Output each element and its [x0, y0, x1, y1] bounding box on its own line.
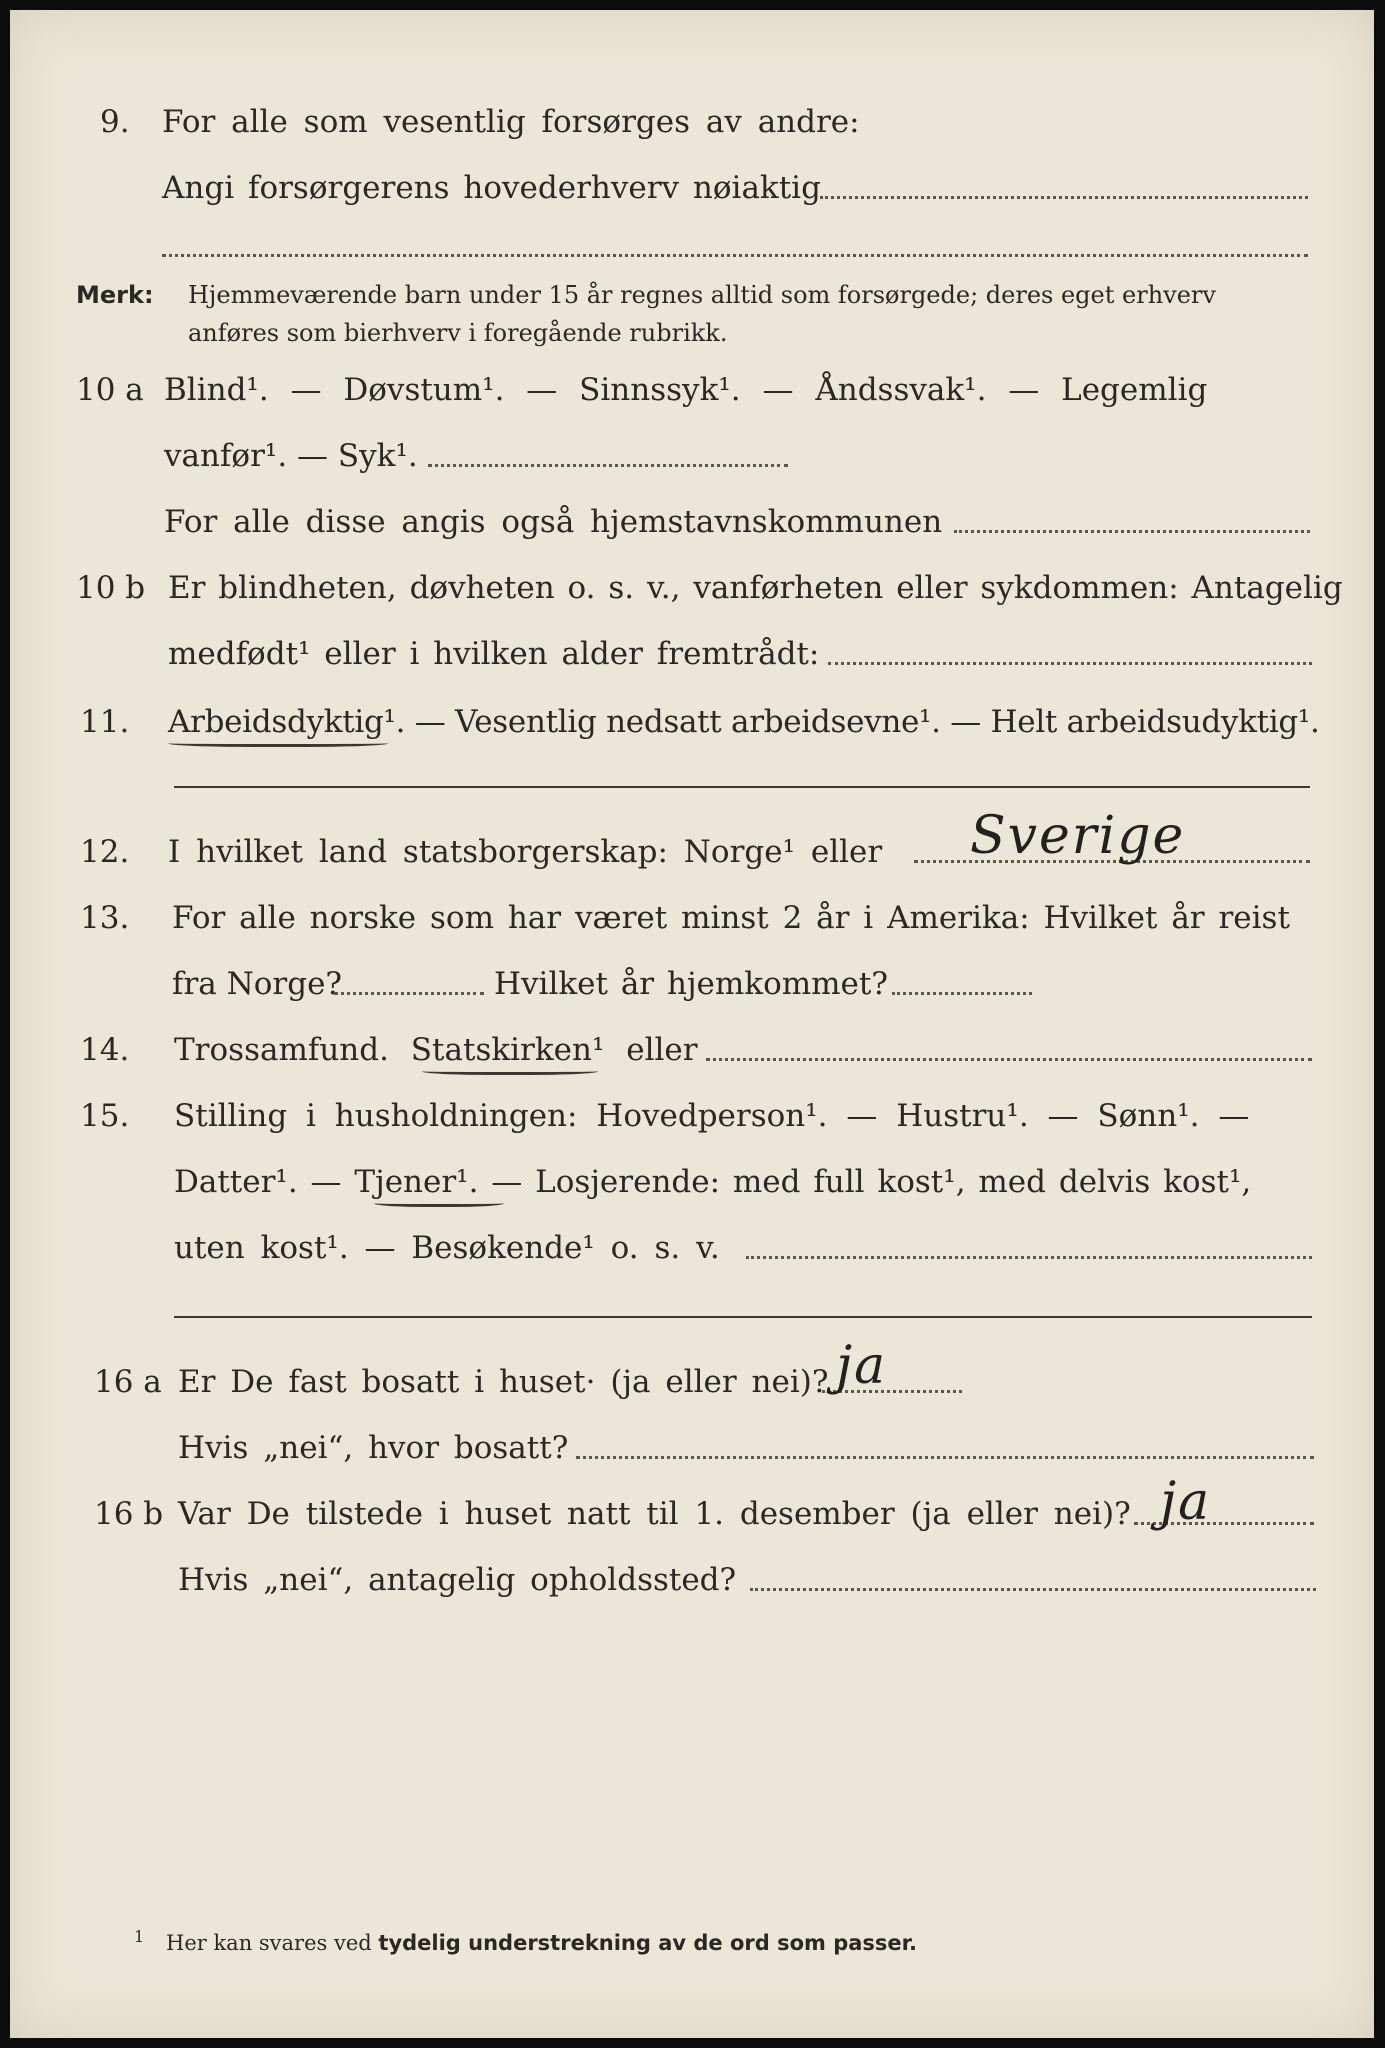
q16a-number: 16 a [94, 1364, 162, 1400]
footnote-text: Her kan svares ved [166, 1931, 372, 1955]
q16a-residence-line [576, 1456, 1314, 1459]
q10a-number: 10 a [76, 372, 144, 408]
q12-number: 12. [80, 834, 130, 870]
q16b-number: 16 b [94, 1496, 164, 1532]
q10a-line1: Blind¹. — Døvstum¹. — Sinnssyk¹. — Åndssvak¹. — Legemlig [164, 372, 1208, 408]
q14-underline-statskirken [422, 1066, 598, 1075]
q15-number: 15. [80, 1098, 130, 1134]
q9-answer-line [820, 196, 1308, 199]
q16b-whereabouts-line [750, 1588, 1316, 1591]
q16b-line2: Hvis „nei“, antagelig opholdssted? [178, 1562, 737, 1598]
q9-answer-line-2 [162, 254, 1308, 257]
q15-line2: Datter¹. — Tjener¹. — Losjerende: med full kost¹, med delvis kost¹, [174, 1164, 1252, 1200]
footnote-mark: 1 [134, 1927, 145, 1946]
q10a-hometown-line [954, 530, 1310, 533]
q15-line3: uten kost¹. — Besøkende¹ o. s. v. [174, 1230, 720, 1266]
footnote-bold-text: tydelig understrekning av de ord som passer. [378, 1931, 918, 1955]
q11-underline-arbeidsdyktig [168, 738, 388, 747]
q10b-line1: Er blindheten, døvheten o. s. v., vanførheten eller sykdommen: Antagelig [168, 570, 1343, 606]
q16a-handwritten-answer: ja [836, 1336, 888, 1396]
merk-label: Merk: [76, 281, 154, 309]
q14-line1: Trossamfund. Statskirken¹ eller [174, 1032, 698, 1068]
q16a-line1: Er De fast bosatt i huset· (ja eller nei)? [178, 1364, 829, 1400]
q13-line2b: Hvilket år hjemkommet? [494, 966, 888, 1002]
q15-underline-tjener [374, 1198, 504, 1207]
q13-line1: For alle norske som har været minst 2 år i Amerika: Hvilket år reist [172, 900, 1290, 936]
q16b-line1: Var De tilstede i huset natt til 1. desember (ja eller nei)? [178, 1496, 1131, 1532]
q13-departure-year-line [334, 992, 484, 995]
q13-line2a: fra Norge? [172, 966, 343, 1002]
q11-number: 11. [80, 704, 130, 740]
q9-line2: Angi forsørgerens hovederhverv nøiaktig [162, 170, 821, 206]
q10b-line2: medfødt¹ eller i hvilken alder fremtrådt: [168, 636, 820, 672]
q11-line1: Arbeidsdyktig¹. — Vesentlig nedsatt arbeidsevne¹. — Helt arbeidsudyktig¹. [168, 704, 1320, 740]
merk-line1: Hjemmeværende barn under 15 år regnes alltid som forsørgede; deres eget erhverv [188, 281, 1216, 309]
q10a-line2: vanfør¹. — Syk¹. [164, 438, 418, 474]
q10b-number: 10 b [76, 570, 146, 606]
q12-line1: I hvilket land statsborgerskap: Norge¹ eller [168, 834, 883, 870]
merk-line2: anføres som bierhverv i foregående rubrikk. [188, 319, 728, 347]
q10a-line3: For alle disse angis også hjemstavnskommunen [164, 504, 943, 540]
q16b-handwritten-answer: ja [1160, 1472, 1212, 1532]
q14-answer-line [706, 1058, 1312, 1061]
q15-line1: Stilling i husholdningen: Hovedperson¹. — Hustru¹. — Sønn¹. — [174, 1098, 1250, 1134]
footnote [166, 1928, 917, 1958]
q10b-answer-line [828, 662, 1312, 665]
q14-number: 14. [80, 1032, 130, 1068]
q15-answer-line [746, 1256, 1312, 1259]
q13-return-year-line [892, 992, 1032, 995]
q9-number: 9. [100, 104, 130, 140]
census-form-page [10, 10, 1374, 2038]
q13-number: 13. [80, 900, 130, 936]
q9-line1: For alle som vesentlig forsørges av andre: [162, 104, 860, 140]
q11-separator-line [174, 786, 1310, 788]
q15-separator-line [174, 1316, 1312, 1318]
q12-handwritten-answer: Sverige [970, 806, 1186, 866]
q10a-answer-line [428, 464, 788, 467]
q16a-line2: Hvis „nei“, hvor bosatt? [178, 1430, 569, 1466]
